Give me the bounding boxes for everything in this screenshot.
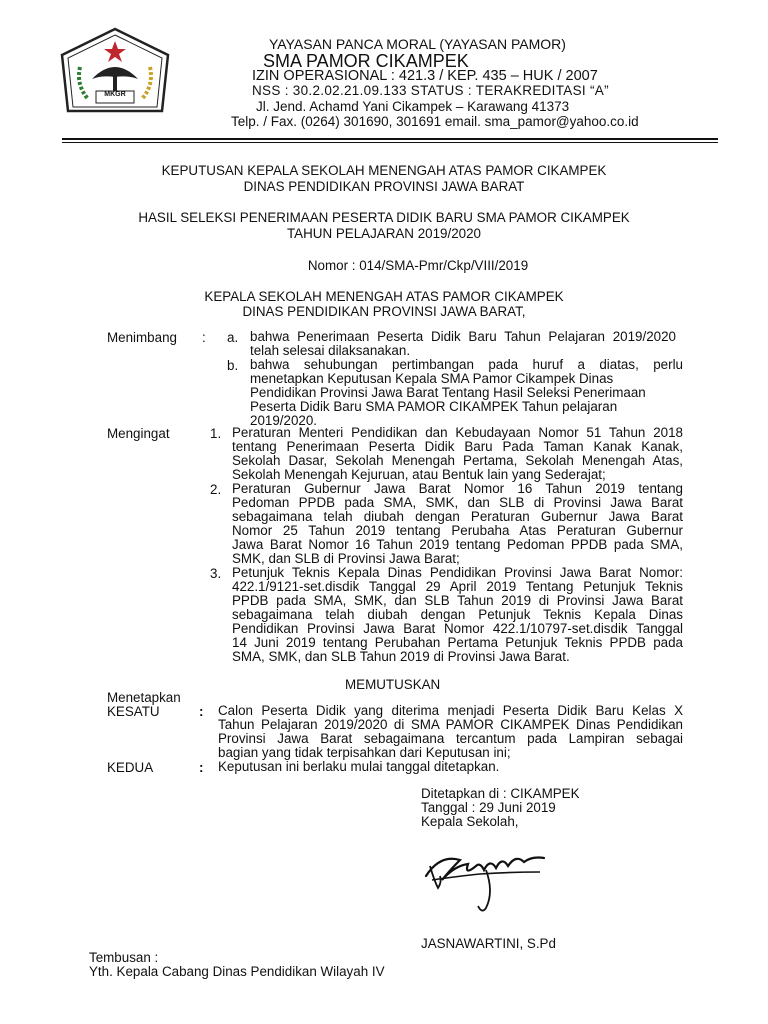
kedua-text: Keputusan ini berlaku mulai tanggal ditetapkan.	[218, 759, 500, 774]
mengingat-3-line-6: 14 Juni 2019 tentang Perubahan Pertama Petunjuk Teknis PPDB pada	[232, 635, 683, 650]
mengingat-2-line-4: Nomor 25 Tahun 2019 tentang Perubaha Atas Peraturan Gubernur	[232, 523, 683, 538]
mengingat-2-line-1: Peraturan Gubernur Jawa Barat Nomor 16 Tahun 2019 tentang	[232, 481, 683, 496]
menimbang-b-line-3: Pendidikan Provinsi Jawa Barat Tentang Hasil Seleksi Penerimaan	[250, 385, 646, 400]
mengingat-3-line-1: Petunjuk Teknis Kepala Dinas Pendidikan Provinsi Jawa Barat Nomor:	[232, 565, 683, 580]
title-line-4: TAHUN PELAJARAN 2019/2020	[286, 226, 481, 241]
kedua-colon: :	[199, 760, 204, 775]
authority-line-2: DINAS PENDIDIKAN PROVINSI JAWA BARAT,	[242, 304, 526, 319]
memutuskan-heading: MEMUTUSKAN	[345, 677, 441, 692]
mengingat-3-line-2: 422.1/9121-set.disdik Tanggal 29 April 2019 Tentang Petunjuk Teknis	[232, 579, 683, 594]
menimbang-label: Menimbang	[107, 330, 177, 345]
title-line-2: DINAS PENDIDIKAN PROVINSI JAWA BARAT	[243, 179, 525, 194]
mengingat-marker-2: 2.	[210, 482, 222, 497]
signatory-name: JASNAWARTINI, S.Pd	[421, 936, 556, 951]
kesatu-line-4: bagian yang tidak terpisahkan dari Keputusan ini;	[218, 745, 511, 760]
signature-place: Ditetapkan di : CIKAMPEK	[421, 786, 580, 801]
letterhead-rule-thin	[62, 142, 718, 143]
mengingat-label: Mengingat	[107, 426, 170, 441]
mengingat-1-line-2: tentang Penerimaan Peserta Didik Baru Pada Taman Kanak Kanak,	[232, 439, 683, 454]
mengingat-3-line-3: PPDB pada SMA, SMK, dan SLB Tahun 2019 di Provinsi Jawa Barat	[232, 593, 683, 608]
menimbang-marker-a: a.	[227, 330, 239, 345]
mengingat-1-line-4: Sekolah Menengah Kejuruan, atau Bentuk lain yang Sederajat;	[232, 467, 606, 482]
kesatu-line-2: Tahun Pelajaran 2019/2020 di SMA PAMOR CIKAMPEK Dinas Pendidikan	[218, 717, 683, 732]
mengingat-1-line-1: Peraturan Menteri Pendidikan dan Kebudayaan Nomor 51 Tahun 2018	[232, 425, 683, 440]
mengingat-3-line-7: SMA, SMK, dan SLB Tahun 2019 di Provinsi Jawa Barat.	[232, 649, 570, 664]
tembusan-item: Yth. Kepala Cabang Dinas Pendidikan Wilayah IV	[89, 964, 385, 979]
menimbang-b-line-5: 2019/2020.	[250, 413, 318, 428]
mengingat-marker-3: 3.	[210, 566, 222, 581]
kesatu-line-3: Provinsi Jawa Barat sebagaimana tercantum pada Lampiran sebagai	[218, 731, 683, 746]
mengingat-2-line-5: Jawa Barat Nomor 16 Tahun 2019 tentang Pedoman PPDB pada SMA,	[232, 537, 683, 552]
signature-date: Tanggal : 29 Juni 2019	[421, 800, 556, 815]
school-contact: Telp. / Fax. (0264) 301690, 301691 email. sma_pamor@yahoo.co.id	[231, 114, 639, 129]
mengingat-3-line-5: Pendidikan Provinsi Jawa Barat Nomor 422.1/10797-set.disdik Tanggal	[232, 621, 683, 636]
menimbang-marker-b: b.	[227, 358, 239, 373]
handwritten-signature	[420, 836, 550, 916]
menimbang-b-line-4: Peserta Didik Baru SMA PAMOR CIKAMPEK Tahun pelajaran	[250, 399, 618, 414]
kesatu-label: KESATU	[107, 704, 160, 719]
title-line-3: HASIL SELEKSI PENERIMAAN PESERTA DIDIK BARU SMA PAMOR CIKAMPEK	[138, 210, 630, 225]
menimbang-a-line-2: telah selesai dilaksanakan.	[250, 343, 411, 358]
mengingat-1-line-3: Sekolah Dasar, Sekolah Menengah Pertama, Sekolah Menengah Atas,	[232, 453, 683, 468]
tembusan-label: Tembusan :	[89, 950, 159, 965]
kesatu-colon: :	[199, 704, 204, 719]
authority-line-1: KEPALA SEKOLAH MENENGAH ATAS PAMOR CIKAMPEK	[204, 289, 564, 304]
school-address: Jl. Jend. Achamd Yani Cikampek – Karawang 41373	[256, 99, 570, 114]
menetapkan-label: Menetapkan	[107, 690, 181, 705]
nss-accreditation: NSS : 30.2.02.21.09.133 STATUS : TERAKREDITASI “A”	[252, 83, 609, 98]
logo-lettering: MKGR	[104, 91, 126, 98]
kesatu-line-1: Calon Peserta Didik yang diterima menjadi Peserta Didik Baru Kelas X	[218, 703, 683, 718]
operational-license: IZIN OPERASIONAL : 421.3 / KEP. 435 – HUK / 2007	[252, 68, 598, 84]
school-name: SMA PAMOR CIKAMPEK	[263, 51, 469, 71]
menimbang-a-line-1: bahwa Penerimaan Peserta Didik Baru Tahun Pelajaran 2019/2020	[250, 329, 676, 344]
mengingat-2-line-6: SMK, dan SLB di Provinsi Jawa Barat;	[232, 551, 460, 566]
menimbang-colon: :	[202, 330, 206, 345]
foundation-name: YAYASAN PANCA MORAL (YAYASAN PAMOR)	[269, 36, 566, 52]
menimbang-b-line-1: bahwa sehubungan pertimbangan pada huruf a diatas, perlu	[250, 357, 683, 372]
letterhead-rule-thick	[62, 138, 718, 140]
school-logo-emblem	[58, 27, 172, 117]
menimbang-b-line-2: menetapkan Keputusan Kepala SMA Pamor Cikampek Dinas	[250, 371, 614, 386]
decree-number: Nomor : 014/SMA-Pmr/Ckp/VIII/2019	[307, 258, 529, 273]
signature-position: Kepala Sekolah,	[421, 814, 519, 829]
mengingat-3-line-4: sebagaimana telah diubah dengan Petunjuk Teknis Kepala Dinas	[232, 607, 683, 622]
title-line-1: KEPUTUSAN KEPALA SEKOLAH MENENGAH ATAS PAMOR CIKAMPEK	[161, 163, 607, 178]
mengingat-2-line-3: sebagaimana telah diubah dengan Peraturan Gubernur Jawa Barat	[232, 509, 683, 524]
kedua-label: KEDUA	[107, 760, 154, 775]
mengingat-2-line-2: Pedoman PPDB pada SMA, SMK, dan SLB di Provinsi Jawa Barat	[232, 495, 683, 510]
mengingat-marker-1: 1.	[210, 426, 222, 441]
